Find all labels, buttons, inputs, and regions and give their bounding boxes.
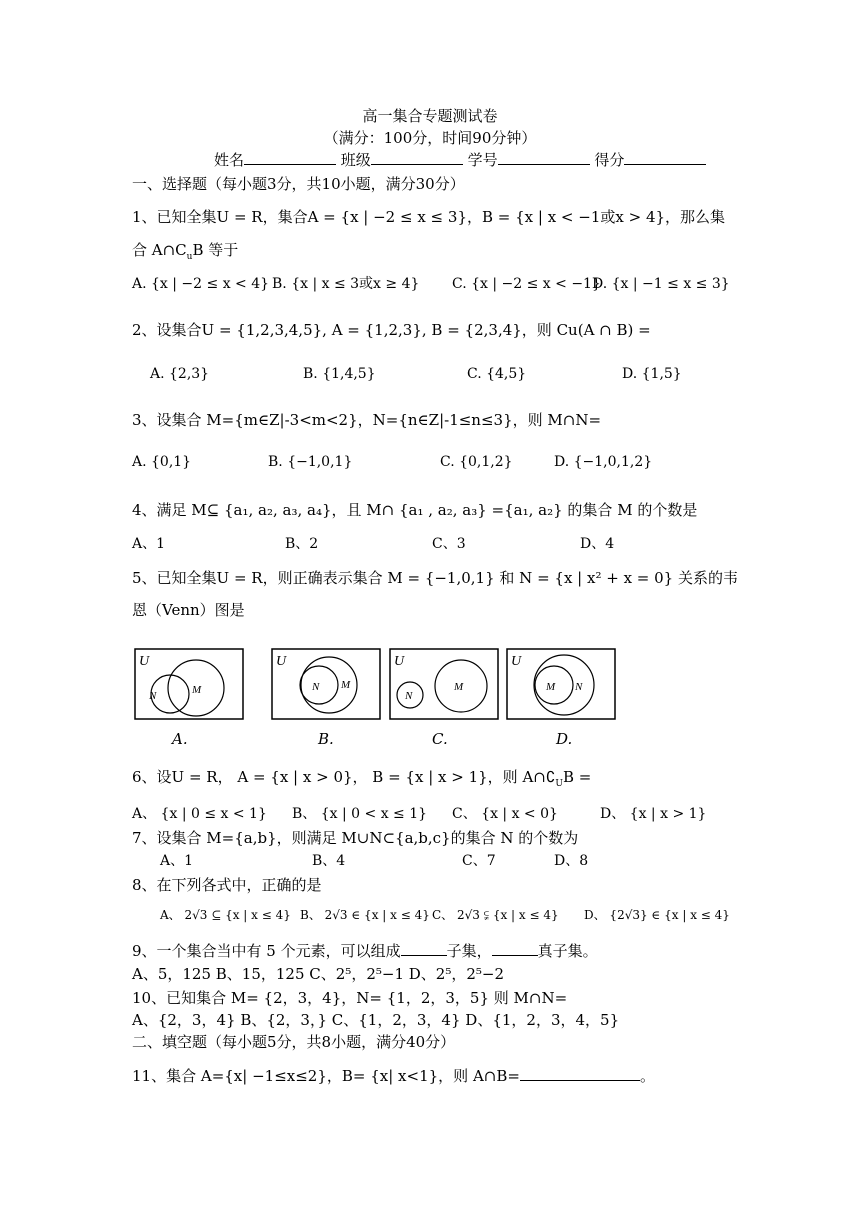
exam-title: 高一集合专题测试卷 <box>362 107 498 125</box>
svg-text:M: M <box>454 681 464 693</box>
name-label: 姓名 <box>214 151 245 169</box>
venn-diagram-c <box>389 648 499 720</box>
q2-option-b: B. {1,4,5} <box>303 366 376 382</box>
q11-blank[interactable] <box>520 1066 640 1081</box>
q8-option-c: C、 2√3 ⫋ {x | x ≤ 4} <box>432 908 559 922</box>
venn-label-d: D. <box>556 730 573 748</box>
venn-diagram-b <box>271 648 381 720</box>
q2-option-c: C. {4,5} <box>467 366 527 382</box>
score-label: 得分 <box>594 151 625 169</box>
q4-option-a: A、1 <box>132 536 166 552</box>
q4-option-b: B、2 <box>285 536 319 552</box>
q5-stem: 5、已知全集U = R，则正确表示集合 M = {−1,0,1} 和 N = {x | x² + x = 0} 关系的韦 <box>132 569 738 587</box>
q7-stem: 7、设集合 M={a,b}，则满足 M∪N⊂{a,b,c}的集合 N 的个数为 <box>132 829 579 847</box>
q1-option-a: A. {x | −2 ≤ x < 4} <box>132 276 270 292</box>
q7-option-c: C、7 <box>462 853 496 869</box>
q6-stem: 6、设U = R， A = {x | x > 0}， B = {x | x > 1}，则 $A\cap∁_UB$ = <box>132 768 592 789</box>
q1-option-b: B. {x | x ≤ 3或x ≥ 4} <box>272 276 420 292</box>
q6-option-d: D、 {x | x > 1} <box>600 806 707 822</box>
svg-text:N: N <box>312 681 320 693</box>
q4-stem: 4、满足 M⊆ {a₁, a₂, a₃, a₄}，且 M∩ {a₁ , a₂, a₃} ={a₁, a₂} 的集合 M 的个数是 <box>132 501 698 519</box>
exam-subtitle: （满分：100分，时间90分钟） <box>323 129 537 147</box>
q6-option-a: A、 {x | 0 ≤ x < 1} <box>132 806 267 822</box>
svg-text:U: U <box>511 654 522 669</box>
svg-text:U: U <box>139 654 150 669</box>
q10-options: A、{2，3，4} B、{2，3，} C、{1，2，3，4} D、{1，2，3，4，5} <box>132 1011 620 1029</box>
class-label: 班级 <box>340 151 371 169</box>
venn-label-c: C. <box>432 730 448 748</box>
q2-stem: 2、设集合U = {1,2,3,4,5}, A = {1,2,3}, B = {2,3,4}，则 Cu(A ∩ B) = <box>132 321 651 339</box>
id-label: 学号 <box>467 151 498 169</box>
score-blank[interactable] <box>624 150 706 165</box>
q8-option-b: B、 2√3 ∈ {x | x ≤ 4} <box>300 908 430 922</box>
svg-text:N: N <box>405 690 413 702</box>
q9-options: A、5，125 B、15，125 C、2⁵，2⁵−1 D、2⁵，2⁵−2 <box>132 965 505 983</box>
q3-stem: 3、设集合 M={m∈Z|-3<m<2}，N={n∈Z|-1≤n≤3}，则 M∩N= <box>132 411 602 429</box>
q10-stem: 10、已知集合 M= {2，3，4}，N= {1，2，3，5} 则 M∩N= <box>132 989 568 1007</box>
q11-stem: 11、集合 A={x| −1≤x≤2}，B= {x| x<1}，则 A∩B= 。 <box>132 1067 655 1085</box>
q6-option-b: B、 {x | 0 < x ≤ 1} <box>292 806 428 822</box>
q8-stem: 8、在下列各式中，正确的是 <box>132 876 322 894</box>
q1-stem: 1、已知全集U = R，集合A = {x | −2 ≤ x ≤ 3}，B = {x | x < −1或x > 4}，那么集 <box>132 208 726 226</box>
venn-label-b: B. <box>318 730 334 748</box>
venn-label-a: A. <box>172 730 188 748</box>
svg-text:U: U <box>394 654 405 669</box>
q1-option-d: D. {x | −1 ≤ x ≤ 3} <box>592 276 730 292</box>
id-blank[interactable] <box>498 150 590 165</box>
q2-option-a: A. {2,3} <box>150 366 210 382</box>
svg-text:U: U <box>276 654 287 669</box>
student-info-row <box>214 150 706 170</box>
q3-option-a: A. {0,1} <box>132 454 192 470</box>
q5-stem-line2: 恩（Venn）图是 <box>132 601 245 619</box>
q8-option-d: D、 {2√3} ∈ {x | x ≤ 4} <box>584 908 730 922</box>
q2-option-d: D. {1,5} <box>622 366 682 382</box>
venn-diagram-a <box>134 648 244 720</box>
q6-option-c: C、 {x | x < 0} <box>452 806 558 822</box>
q7-option-b: B、4 <box>312 853 346 869</box>
svg-text:N: N <box>575 681 583 693</box>
svg-text:M: M <box>341 679 351 691</box>
svg-text:M: M <box>546 681 556 693</box>
q3-option-c: C. {0,1,2} <box>440 454 513 470</box>
q3-option-b: B. {−1,0,1} <box>268 454 353 470</box>
q4-option-c: C、3 <box>432 536 466 552</box>
q7-option-d: D、8 <box>554 853 589 869</box>
q9-stem: 9、一个集合当中有 5 个元素，可以组成 子集， 真子集。 <box>132 942 598 960</box>
q1-stem-line2: 合 $A\cap C_uB$ 等于 <box>132 241 239 262</box>
q4-option-d: D、4 <box>580 536 615 552</box>
q9-blank-1[interactable] <box>401 941 447 956</box>
section-2-heading: 二、填空题（每小题5分，共8小题，满分40分） <box>132 1033 456 1051</box>
name-blank[interactable] <box>244 150 336 165</box>
q9-blank-2[interactable] <box>492 941 538 956</box>
svg-text:M: M <box>192 684 202 696</box>
q1-option-c: C. {x | −2 ≤ x < −1} <box>452 276 601 292</box>
svg-text:N: N <box>149 690 157 702</box>
section-1-heading: 一、选择题（每小题3分，共10小题，满分30分） <box>132 175 465 193</box>
class-blank[interactable] <box>371 150 463 165</box>
q8-option-a: A、 2√3 ⊆ {x | x ≤ 4} <box>160 908 291 922</box>
q3-option-d: D. {−1,0,1,2} <box>554 454 653 470</box>
q7-option-a: A、1 <box>160 853 194 869</box>
venn-diagram-d <box>506 648 616 720</box>
